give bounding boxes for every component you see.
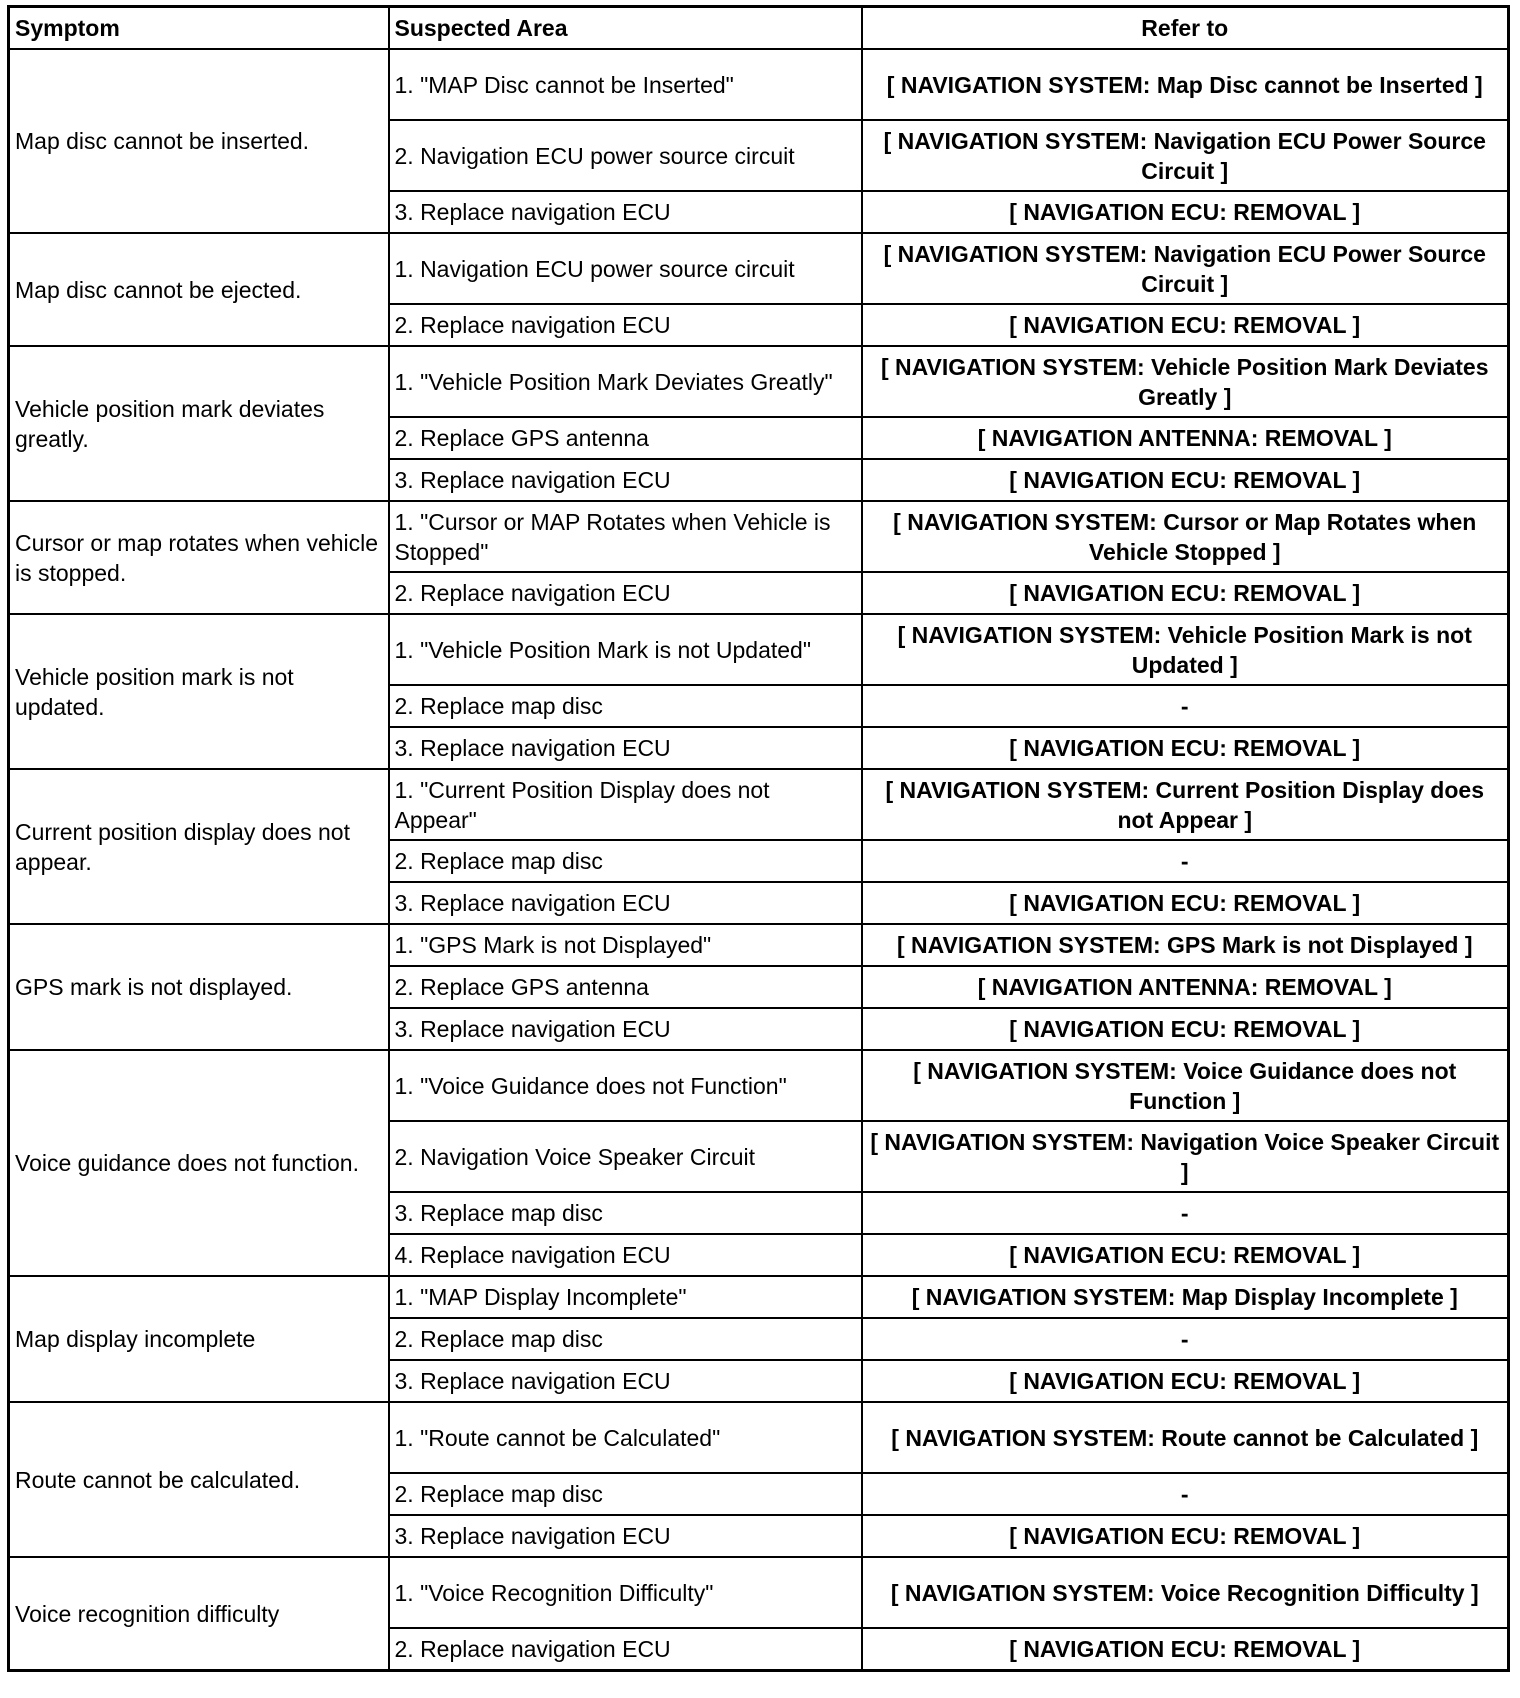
table-row	[9, 49, 1509, 120]
refer-to-cell: [ NAVIGATION ECU: REMOVAL ]	[862, 882, 1509, 924]
table-row	[9, 1050, 1509, 1121]
table-row	[9, 1557, 1509, 1628]
symptom-cell: Voice guidance does not function.	[9, 1050, 389, 1276]
refer-to-cell: [ NAVIGATION SYSTEM: GPS Mark is not Displayed ]	[862, 924, 1509, 966]
suspected-area-cell: 1. "MAP Disc cannot be Inserted"	[389, 49, 862, 120]
symptom-cell: Route cannot be calculated.	[9, 1402, 389, 1557]
header-row	[9, 7, 1509, 50]
suspected-area-cell: 1. "MAP Display Incomplete"	[389, 1276, 862, 1318]
refer-to-cell: [ NAVIGATION ANTENNA: REMOVAL ]	[862, 966, 1509, 1008]
suspected-area-cell: 1. "Voice Guidance does not Function"	[389, 1050, 862, 1121]
refer-to-cell: [ NAVIGATION SYSTEM: Navigation Voice Speaker Circuit ]	[862, 1121, 1509, 1192]
table-row	[9, 1402, 1509, 1473]
suspected-area-cell: 2. Navigation ECU power source circuit	[389, 120, 862, 191]
symptom-cell: Cursor or map rotates when vehicle is stopped.	[9, 501, 389, 614]
suspected-area-cell: 2. Replace navigation ECU	[389, 1628, 862, 1671]
table-body	[9, 49, 1509, 1671]
table-row	[9, 501, 1509, 572]
suspected-area-cell: 2. Replace navigation ECU	[389, 304, 862, 346]
refer-to-cell: [ NAVIGATION SYSTEM: Voice Recognition Difficulty ]	[862, 1557, 1509, 1628]
refer-to-cell: [ NAVIGATION ECU: REMOVAL ]	[862, 459, 1509, 501]
refer-to-cell: [ NAVIGATION ECU: REMOVAL ]	[862, 1515, 1509, 1557]
suspected-area-cell: 2. Replace map disc	[389, 1473, 862, 1515]
suspected-area-cell: 4. Replace navigation ECU	[389, 1234, 862, 1276]
table-row	[9, 924, 1509, 966]
suspected-area-cell: 2. Replace navigation ECU	[389, 572, 862, 614]
symptom-cell: Voice recognition difficulty	[9, 1557, 389, 1671]
suspected-area-cell: 1. "GPS Mark is not Displayed"	[389, 924, 862, 966]
suspected-area-cell: 3. Replace navigation ECU	[389, 1515, 862, 1557]
refer-to-cell: [ NAVIGATION SYSTEM: Current Position Display does not Appear ]	[862, 769, 1509, 840]
header-suspected-area: Suspected Area	[389, 7, 862, 50]
header-symptom: Symptom	[9, 7, 389, 50]
suspected-area-cell: 1. "Voice Recognition Difficulty"	[389, 1557, 862, 1628]
symptom-cell: GPS mark is not displayed.	[9, 924, 389, 1050]
table-row	[9, 614, 1509, 685]
refer-to-cell: [ NAVIGATION ECU: REMOVAL ]	[862, 727, 1509, 769]
refer-to-cell: [ NAVIGATION ECU: REMOVAL ]	[862, 572, 1509, 614]
suspected-area-cell: 2. Replace map disc	[389, 1318, 862, 1360]
refer-to-cell: -	[862, 840, 1509, 882]
suspected-area-cell: 2. Replace GPS antenna	[389, 966, 862, 1008]
refer-to-cell: [ NAVIGATION SYSTEM: Map Display Incomplete ]	[862, 1276, 1509, 1318]
suspected-area-cell: 3. Replace navigation ECU	[389, 1360, 862, 1402]
refer-to-cell: [ NAVIGATION ECU: REMOVAL ]	[862, 1008, 1509, 1050]
table-row	[9, 233, 1509, 304]
suspected-area-cell: 3. Replace navigation ECU	[389, 882, 862, 924]
refer-to-cell: [ NAVIGATION SYSTEM: Navigation ECU Power Source Circuit ]	[862, 233, 1509, 304]
symptom-cell: Map disc cannot be inserted.	[9, 49, 389, 233]
symptom-cell: Map display incomplete	[9, 1276, 389, 1402]
table-row	[9, 346, 1509, 417]
refer-to-cell: [ NAVIGATION SYSTEM: Route cannot be Calculated ]	[862, 1402, 1509, 1473]
refer-to-cell: [ NAVIGATION SYSTEM: Cursor or Map Rotates when Vehicle Stopped ]	[862, 501, 1509, 572]
refer-to-cell: [ NAVIGATION ANTENNA: REMOVAL ]	[862, 417, 1509, 459]
suspected-area-cell: 1. "Route cannot be Calculated"	[389, 1402, 862, 1473]
suspected-area-cell: 3. Replace navigation ECU	[389, 191, 862, 233]
header-refer-to: Refer to	[862, 7, 1509, 50]
refer-to-cell: [ NAVIGATION ECU: REMOVAL ]	[862, 1628, 1509, 1671]
table-row	[9, 1276, 1509, 1318]
troubleshooting-table	[7, 5, 1510, 1672]
suspected-area-cell: 3. Replace navigation ECU	[389, 1008, 862, 1050]
refer-to-cell: [ NAVIGATION ECU: REMOVAL ]	[862, 1360, 1509, 1402]
refer-to-cell: [ NAVIGATION SYSTEM: Voice Guidance does not Function ]	[862, 1050, 1509, 1121]
suspected-area-cell: 3. Replace navigation ECU	[389, 459, 862, 501]
symptom-cell: Vehicle position mark deviates greatly.	[9, 346, 389, 501]
suspected-area-cell: 2. Navigation Voice Speaker Circuit	[389, 1121, 862, 1192]
symptom-cell: Current position display does not appear.	[9, 769, 389, 924]
refer-to-cell: [ NAVIGATION SYSTEM: Navigation ECU Power Source Circuit ]	[862, 120, 1509, 191]
suspected-area-cell: 2. Replace map disc	[389, 840, 862, 882]
suspected-area-cell: 2. Replace GPS antenna	[389, 417, 862, 459]
troubleshooting-table-container	[7, 5, 1510, 1672]
refer-to-cell: [ NAVIGATION SYSTEM: Map Disc cannot be Inserted ]	[862, 49, 1509, 120]
refer-to-cell: [ NAVIGATION ECU: REMOVAL ]	[862, 304, 1509, 346]
refer-to-cell: -	[862, 685, 1509, 727]
refer-to-cell: [ NAVIGATION SYSTEM: Vehicle Position Mark Deviates Greatly ]	[862, 346, 1509, 417]
refer-to-cell: -	[862, 1473, 1509, 1515]
suspected-area-cell: 1. "Vehicle Position Mark is not Updated"	[389, 614, 862, 685]
suspected-area-cell: 1. "Current Position Display does not Appear"	[389, 769, 862, 840]
suspected-area-cell: 1. "Vehicle Position Mark Deviates Greatly"	[389, 346, 862, 417]
refer-to-cell: -	[862, 1318, 1509, 1360]
suspected-area-cell: 3. Replace navigation ECU	[389, 727, 862, 769]
refer-to-cell: [ NAVIGATION ECU: REMOVAL ]	[862, 191, 1509, 233]
symptom-cell: Map disc cannot be ejected.	[9, 233, 389, 346]
suspected-area-cell: 1. Navigation ECU power source circuit	[389, 233, 862, 304]
refer-to-cell: [ NAVIGATION ECU: REMOVAL ]	[862, 1234, 1509, 1276]
suspected-area-cell: 3. Replace map disc	[389, 1192, 862, 1234]
symptom-cell: Vehicle position mark is not updated.	[9, 614, 389, 769]
refer-to-cell: -	[862, 1192, 1509, 1234]
suspected-area-cell: 2. Replace map disc	[389, 685, 862, 727]
suspected-area-cell: 1. "Cursor or MAP Rotates when Vehicle is Stopped"	[389, 501, 862, 572]
table-row	[9, 769, 1509, 840]
refer-to-cell: [ NAVIGATION SYSTEM: Vehicle Position Mark is not Updated ]	[862, 614, 1509, 685]
